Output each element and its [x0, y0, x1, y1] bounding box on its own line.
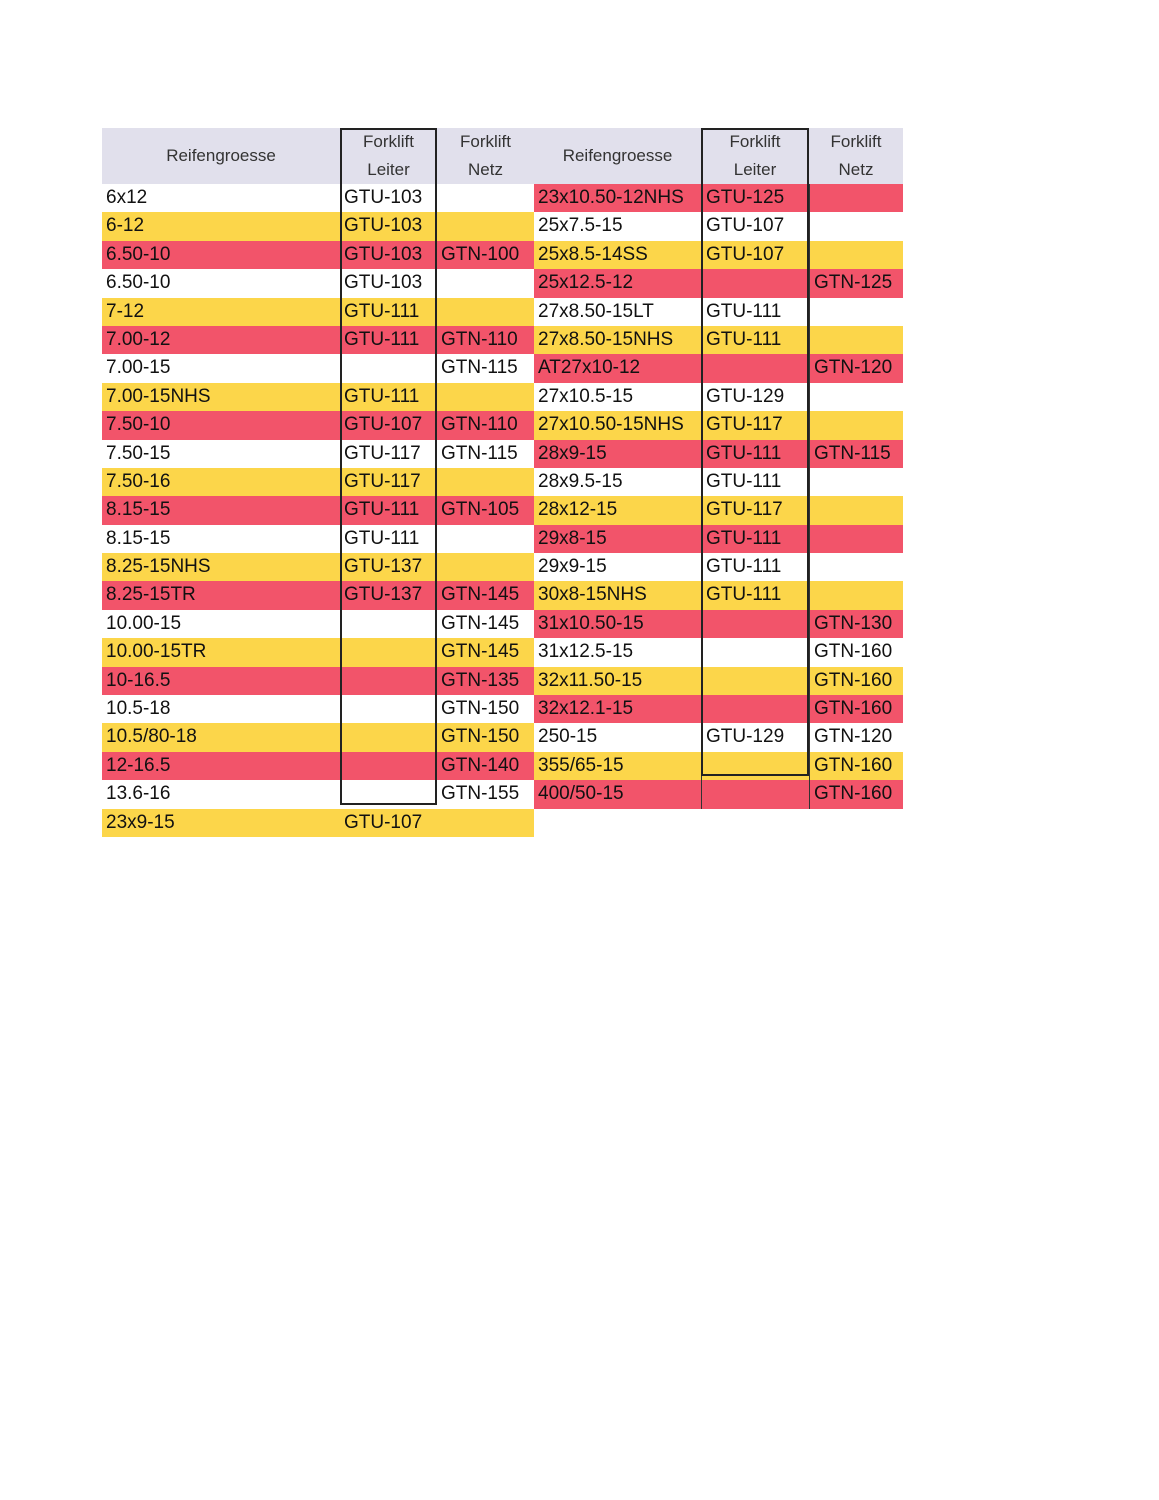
right-size-cell: 30x8-15NHS [534, 581, 701, 609]
right-size-cell: 28x9-15 [534, 440, 701, 468]
right-netz-cell: GTN-120 [809, 723, 903, 751]
left-netz-cell: GTN-135 [437, 667, 534, 695]
right-size-cell [534, 809, 701, 837]
left-netz-cell: GTN-110 [437, 326, 534, 354]
right-leiter-cell: GTU-107 [701, 212, 809, 240]
table-row [102, 780, 903, 808]
right-size-cell: 32x12.1-15 [534, 695, 701, 723]
table-row [102, 212, 903, 240]
left-leiter-cell: GTU-111 [340, 326, 437, 354]
left-size-cell: 13.6-16 [102, 780, 340, 808]
left-leiter-cell [340, 780, 437, 808]
right-leiter-cell: GTU-107 [701, 241, 809, 269]
table-row [102, 184, 903, 212]
left-size-cell: 8.25-15NHS [102, 553, 340, 581]
left-size-cell: 6.50-10 [102, 241, 340, 269]
right-netz-cell: GTN-160 [809, 667, 903, 695]
right-netz-cell [809, 326, 903, 354]
right-netz-cell [809, 581, 903, 609]
left-size-cell: 10.00-15TR [102, 638, 340, 666]
left-size-cell: 23x9-15 [102, 809, 340, 837]
left-netz-cell: GTN-145 [437, 638, 534, 666]
left-size-cell: 7.00-15 [102, 354, 340, 382]
left-size-cell: 6-12 [102, 212, 340, 240]
right-size-cell: 27x8.50-15LT [534, 298, 701, 326]
header-reifengroesse-right [534, 128, 701, 184]
left-leiter-cell: GTU-117 [340, 440, 437, 468]
left-leiter-cell [340, 723, 437, 751]
right-leiter-cell: GTU-111 [701, 298, 809, 326]
header-label: Reifengroesse [562, 146, 673, 165]
left-size-cell: 8.15-15 [102, 525, 340, 553]
right-leiter-cell: GTU-117 [701, 496, 809, 524]
left-netz-cell [437, 212, 534, 240]
left-netz-cell: GTN-100 [437, 241, 534, 269]
right-netz-cell [809, 411, 903, 439]
left-leiter-cell: GTU-137 [340, 553, 437, 581]
left-size-cell: 6.50-10 [102, 269, 340, 297]
table-body [102, 184, 903, 837]
left-netz-cell: GTN-140 [437, 752, 534, 780]
table-row [102, 723, 903, 751]
right-netz-cell [809, 212, 903, 240]
right-netz-cell [809, 553, 903, 581]
left-netz-cell [437, 525, 534, 553]
table-row [102, 411, 903, 439]
table-row [102, 354, 903, 382]
table-row [102, 496, 903, 524]
right-size-cell: 27x10.50-15NHS [534, 411, 701, 439]
right-leiter-cell [701, 695, 809, 723]
right-leiter-cell [701, 354, 809, 382]
left-leiter-cell: GTU-103 [340, 212, 437, 240]
right-netz-cell: GTN-115 [809, 440, 903, 468]
left-netz-cell [437, 269, 534, 297]
left-size-cell: 7.00-15NHS [102, 383, 340, 411]
header-leiter-left [340, 128, 437, 184]
header-label: Reifengroesse [166, 146, 276, 165]
right-leiter-cell: GTU-129 [701, 723, 809, 751]
header-label: Netz [468, 160, 503, 179]
table-row [102, 553, 903, 581]
right-size-cell: 400/50-15 [534, 780, 701, 808]
left-size-cell: 7.50-16 [102, 468, 340, 496]
left-size-cell: 10.5-18 [102, 695, 340, 723]
header-label: Leiter [733, 160, 777, 179]
right-size-cell: 29x9-15 [534, 553, 701, 581]
right-netz-cell: GTN-130 [809, 610, 903, 638]
right-size-cell: 27x8.50-15NHS [534, 326, 701, 354]
table-row [102, 695, 903, 723]
table-row [102, 581, 903, 609]
right-netz-cell: GTN-160 [809, 638, 903, 666]
right-netz-cell [809, 184, 903, 212]
left-leiter-cell: GTU-137 [340, 581, 437, 609]
table-row [102, 752, 903, 780]
left-netz-cell: GTN-115 [437, 440, 534, 468]
right-size-cell: 28x9.5-15 [534, 468, 701, 496]
right-leiter-cell: GTU-111 [701, 326, 809, 354]
header-netz-left [437, 128, 534, 184]
table-row [102, 269, 903, 297]
tire-size-table [102, 128, 903, 837]
right-size-cell: 28x12-15 [534, 496, 701, 524]
right-netz-cell: GTN-160 [809, 752, 903, 780]
left-netz-cell: GTN-105 [437, 496, 534, 524]
table-row [102, 610, 903, 638]
left-size-cell: 6x12 [102, 184, 340, 212]
header-label: Forklift [830, 132, 882, 151]
header-label: Netz [838, 160, 874, 179]
left-netz-cell [437, 468, 534, 496]
left-size-cell: 7-12 [102, 298, 340, 326]
left-netz-cell: GTN-115 [437, 354, 534, 382]
right-size-cell: 31x10.50-15 [534, 610, 701, 638]
left-size-cell: 12-16.5 [102, 752, 340, 780]
right-size-cell: 23x10.50-12NHS [534, 184, 701, 212]
header-label: Leiter [367, 160, 410, 179]
left-netz-cell [437, 298, 534, 326]
table-row [102, 298, 903, 326]
left-leiter-cell: GTU-103 [340, 269, 437, 297]
right-size-cell: 25x12.5-12 [534, 269, 701, 297]
right-size-cell: 25x8.5-14SS [534, 241, 701, 269]
left-size-cell: 8.15-15 [102, 496, 340, 524]
header-reifengroesse-left [102, 128, 340, 184]
left-leiter-cell [340, 610, 437, 638]
left-leiter-cell: GTU-117 [340, 468, 437, 496]
left-size-cell: 10.5/80-18 [102, 723, 340, 751]
left-netz-cell: GTN-110 [437, 411, 534, 439]
right-size-cell: 29x8-15 [534, 525, 701, 553]
right-netz-cell [809, 809, 903, 837]
right-leiter-cell: GTU-111 [701, 581, 809, 609]
right-size-cell: 250-15 [534, 723, 701, 751]
right-netz-cell [809, 241, 903, 269]
left-leiter-cell [340, 354, 437, 382]
right-size-cell: 27x10.5-15 [534, 383, 701, 411]
left-netz-cell [437, 553, 534, 581]
right-netz-cell: GTN-160 [809, 780, 903, 808]
left-size-cell: 10-16.5 [102, 667, 340, 695]
left-netz-cell [437, 383, 534, 411]
left-leiter-cell [340, 667, 437, 695]
right-leiter-cell: GTU-111 [701, 525, 809, 553]
left-leiter-cell [340, 752, 437, 780]
header-label: Forklift [729, 132, 781, 151]
right-leiter-cell: GTU-125 [701, 184, 809, 212]
header-leiter-right [701, 128, 809, 184]
right-size-cell: 31x12.5-15 [534, 638, 701, 666]
table-header [102, 128, 903, 184]
right-leiter-cell: GTU-129 [701, 383, 809, 411]
right-size-cell: AT27x10-12 [534, 354, 701, 382]
right-leiter-cell [701, 667, 809, 695]
header-netz-right [809, 128, 903, 184]
left-leiter-cell: GTU-103 [340, 241, 437, 269]
right-leiter-cell: GTU-111 [701, 553, 809, 581]
right-leiter-cell [701, 780, 809, 808]
right-leiter-cell [701, 269, 809, 297]
table-row [102, 667, 903, 695]
table-row [102, 468, 903, 496]
left-netz-cell: GTN-155 [437, 780, 534, 808]
table-row [102, 326, 903, 354]
left-leiter-cell: GTU-107 [340, 809, 437, 837]
table-row [102, 638, 903, 666]
right-netz-cell: GTN-160 [809, 695, 903, 723]
right-netz-cell: GTN-120 [809, 354, 903, 382]
right-leiter-cell: GTU-111 [701, 468, 809, 496]
right-size-cell: 355/65-15 [534, 752, 701, 780]
left-netz-cell: GTN-150 [437, 695, 534, 723]
left-netz-cell: GTN-145 [437, 581, 534, 609]
left-netz-cell: GTN-145 [437, 610, 534, 638]
left-leiter-cell: GTU-107 [340, 411, 437, 439]
left-leiter-cell: GTU-111 [340, 298, 437, 326]
right-netz-cell: GTN-125 [809, 269, 903, 297]
right-leiter-cell [701, 610, 809, 638]
left-size-cell: 7.00-12 [102, 326, 340, 354]
left-leiter-cell: GTU-111 [340, 496, 437, 524]
left-leiter-cell: GTU-111 [340, 525, 437, 553]
table-row [102, 241, 903, 269]
right-leiter-cell [701, 638, 809, 666]
right-leiter-cell: GTU-117 [701, 411, 809, 439]
left-leiter-cell: GTU-111 [340, 383, 437, 411]
left-leiter-cell [340, 695, 437, 723]
right-netz-cell [809, 383, 903, 411]
left-leiter-cell: GTU-103 [340, 184, 437, 212]
right-size-cell: 32x11.50-15 [534, 667, 701, 695]
left-size-cell: 7.50-15 [102, 440, 340, 468]
right-leiter-cell [701, 809, 809, 837]
left-netz-cell: GTN-150 [437, 723, 534, 751]
right-netz-cell [809, 496, 903, 524]
table-row [102, 440, 903, 468]
right-netz-cell [809, 298, 903, 326]
left-leiter-cell [340, 638, 437, 666]
header-label: Forklift [363, 132, 414, 151]
table-row [102, 525, 903, 553]
table-row [102, 383, 903, 411]
right-leiter-cell: GTU-111 [701, 440, 809, 468]
right-size-cell: 25x7.5-15 [534, 212, 701, 240]
left-netz-cell [437, 809, 534, 837]
right-netz-cell [809, 468, 903, 496]
left-size-cell: 7.50-10 [102, 411, 340, 439]
right-netz-cell [809, 525, 903, 553]
header-label: Forklift [460, 132, 511, 151]
left-size-cell: 10.00-15 [102, 610, 340, 638]
left-netz-cell [437, 184, 534, 212]
right-leiter-cell [701, 752, 809, 780]
table-row [102, 809, 903, 837]
left-size-cell: 8.25-15TR [102, 581, 340, 609]
